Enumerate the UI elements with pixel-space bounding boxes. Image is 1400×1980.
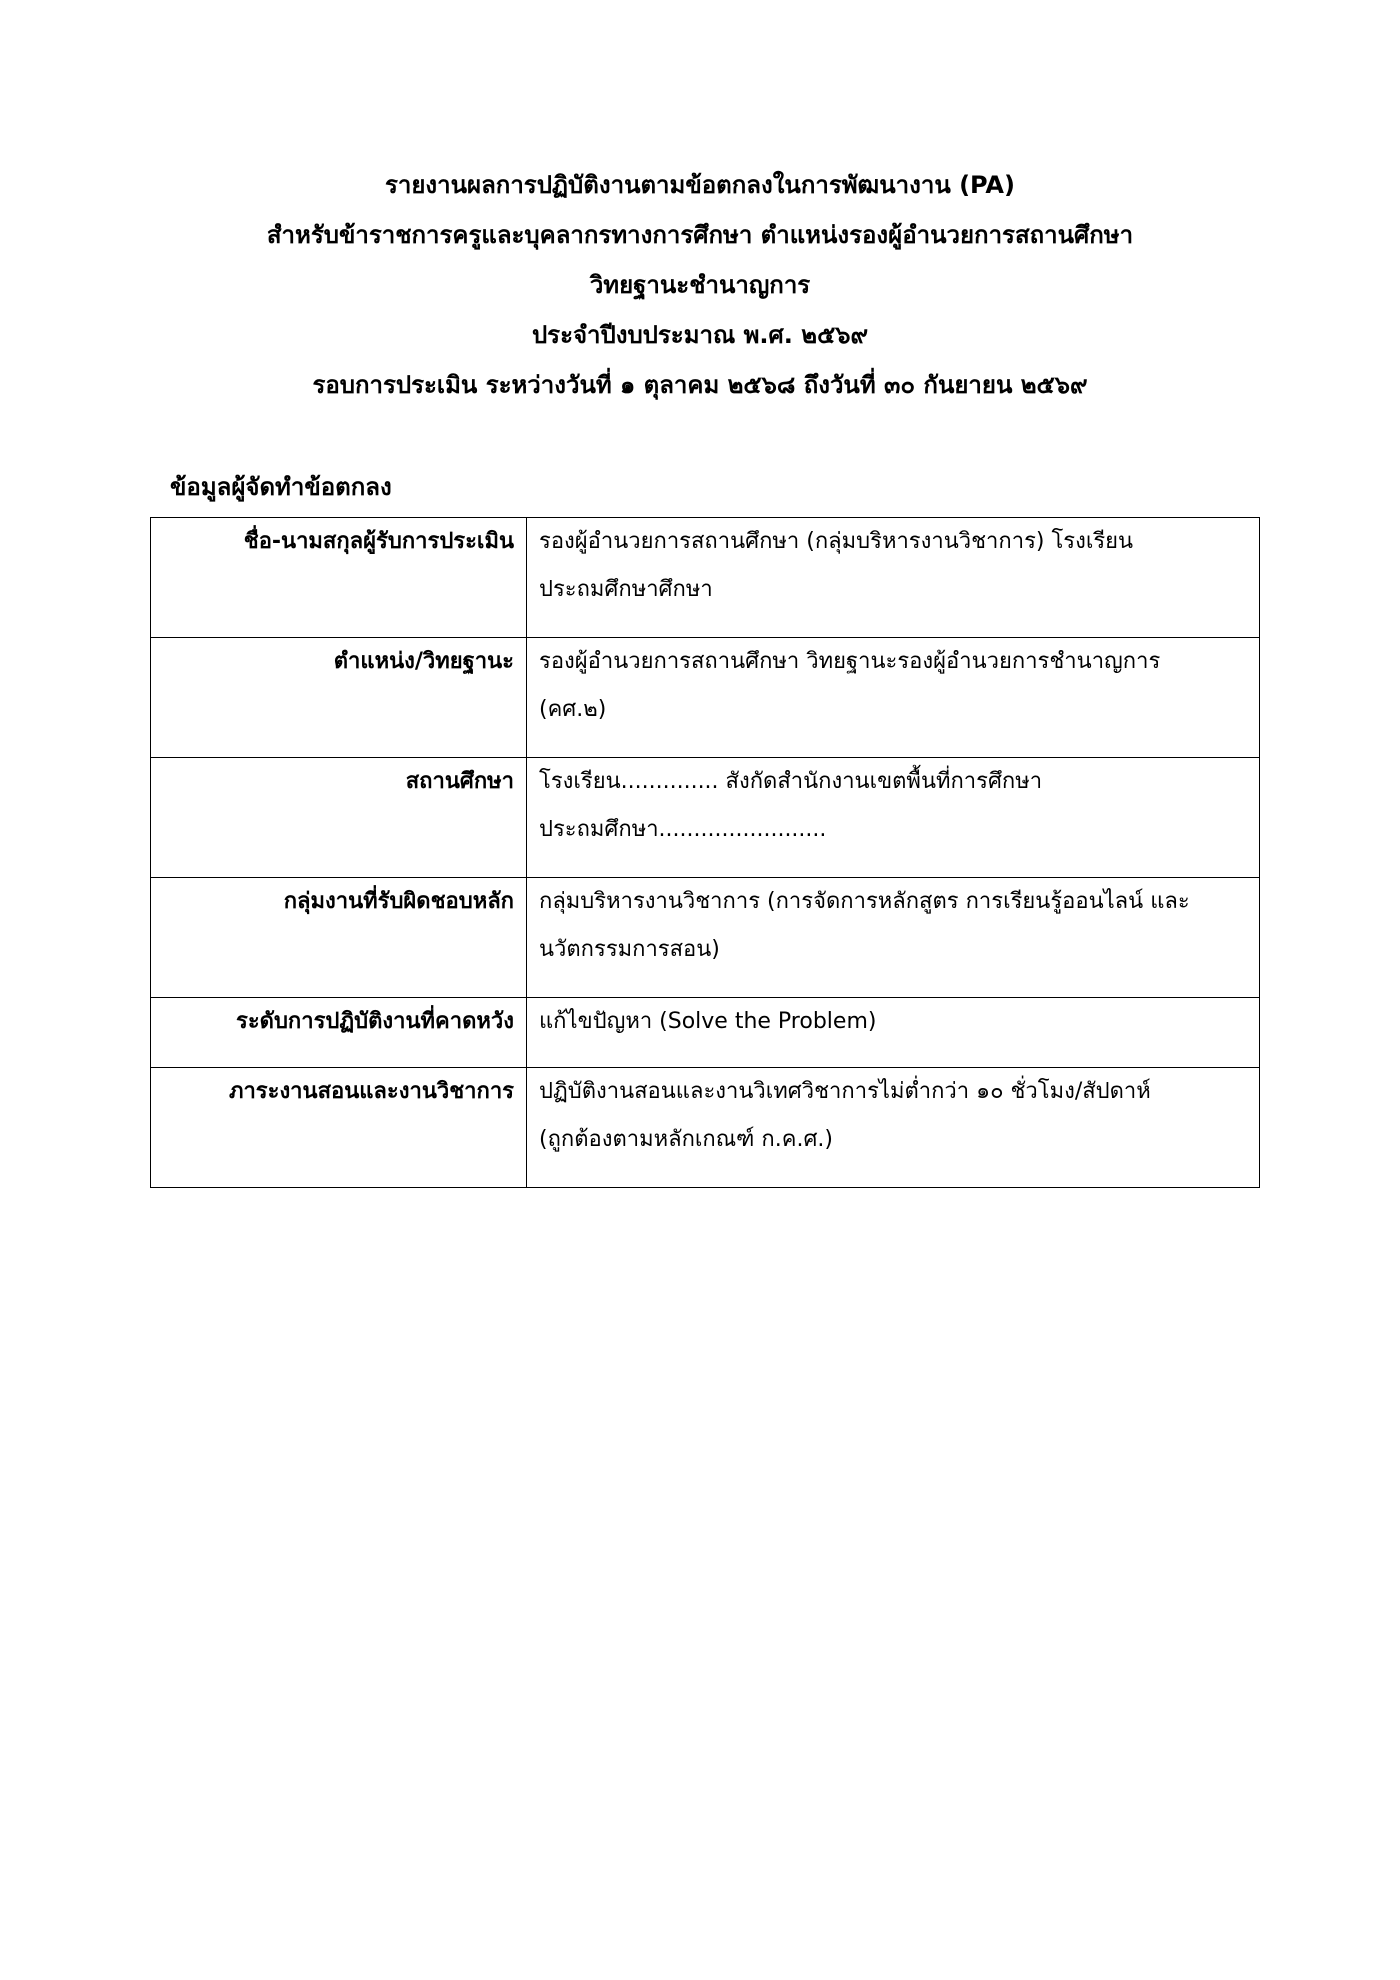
table-row [151, 758, 1260, 878]
value-line: ปฏิบัติงานสอนและงานวิเทศวิชาการไม่ต่ำกว่า ๑๐ ชั่วโมง/สัปดาห์ [539, 1079, 1151, 1104]
value-line: กลุ่มบริหารงานวิชาการ (การจัดการหลักสูตร การเรียนรู้ออนไลน์ และ [539, 889, 1190, 914]
section-title: ข้อมูลผู้จัดทำข้อตกลง [170, 473, 392, 501]
row-value-school [527, 758, 1260, 878]
value-line: (คศ.๒) [539, 697, 607, 722]
agreement-info-table [150, 517, 1260, 1188]
table-row [151, 638, 1260, 758]
value-line: รองผู้อำนวยการสถานศึกษา (กลุ่มบริหารงานวิชาการ) โรงเรียน [539, 529, 1134, 554]
report-title: รายงานผลการปฏิบัติงานตามข้อตกลงในการพัฒนางาน (PA) [385, 171, 1015, 199]
value-line: ประถมศึกษาศึกษา [539, 577, 713, 602]
row-label-expected-level: ระดับการปฏิบัติงานที่คาดหวัง [151, 998, 527, 1068]
row-value-teaching-workload [527, 1068, 1260, 1188]
value-line: รองผู้อำนวยการสถานศึกษา วิทยฐานะรองผู้อำนวยการชำนาญการ [539, 649, 1161, 674]
row-value-evaluatee-name [527, 518, 1260, 638]
value-line: แก้ไขปัญหา (Solve the Problem) [539, 1009, 877, 1034]
row-value-position [527, 638, 1260, 758]
row-value-expected-level [527, 998, 1260, 1068]
row-label-teaching-workload: ภาระงานสอนและงานวิชาการ [151, 1068, 527, 1188]
report-subtitle-position: สำหรับข้าราชการครูและบุคลากรทางการศึกษา ตำแหน่งรองผู้อำนวยการสถานศึกษา [266, 221, 1134, 249]
value-line: โรงเรียน.............. สังกัดสำนักงานเขตพื้นที่การศึกษา [539, 769, 1043, 794]
table-row [151, 878, 1260, 998]
value-line: ประถมศึกษา........................ [539, 817, 827, 842]
value-line: (ถูกต้องตามหลักเกณฑ์ ก.ค.ศ.) [539, 1127, 833, 1152]
document-header [0, 170, 1400, 420]
report-subtitle-rank: วิทยฐานะชำนาญการ [589, 271, 811, 299]
row-label-responsible-group: กลุ่มงานที่รับผิดชอบหลัก [151, 878, 527, 998]
row-label-school: สถานศึกษา [151, 758, 527, 878]
table-row [151, 998, 1260, 1068]
report-fiscal-year: ประจำปีงบประมาณ พ.ศ. ๒๕๖๙ [531, 321, 869, 349]
row-value-responsible-group [527, 878, 1260, 998]
report-evaluation-period: รอบการประเมิน ระหว่างวันที่ ๑ ตุลาคม ๒๕๖๘ ถึงวันที่ ๓๐ กันยายน ๒๕๖๙ [312, 371, 1088, 399]
row-label-evaluatee-name: ชื่อ-นามสกุลผู้รับการประเมิน [151, 518, 527, 638]
table-row [151, 518, 1260, 638]
table-row [151, 1068, 1260, 1188]
row-label-position: ตำแหน่ง/วิทยฐานะ [151, 638, 527, 758]
value-line: นวัตกรรมการสอน) [539, 937, 720, 962]
